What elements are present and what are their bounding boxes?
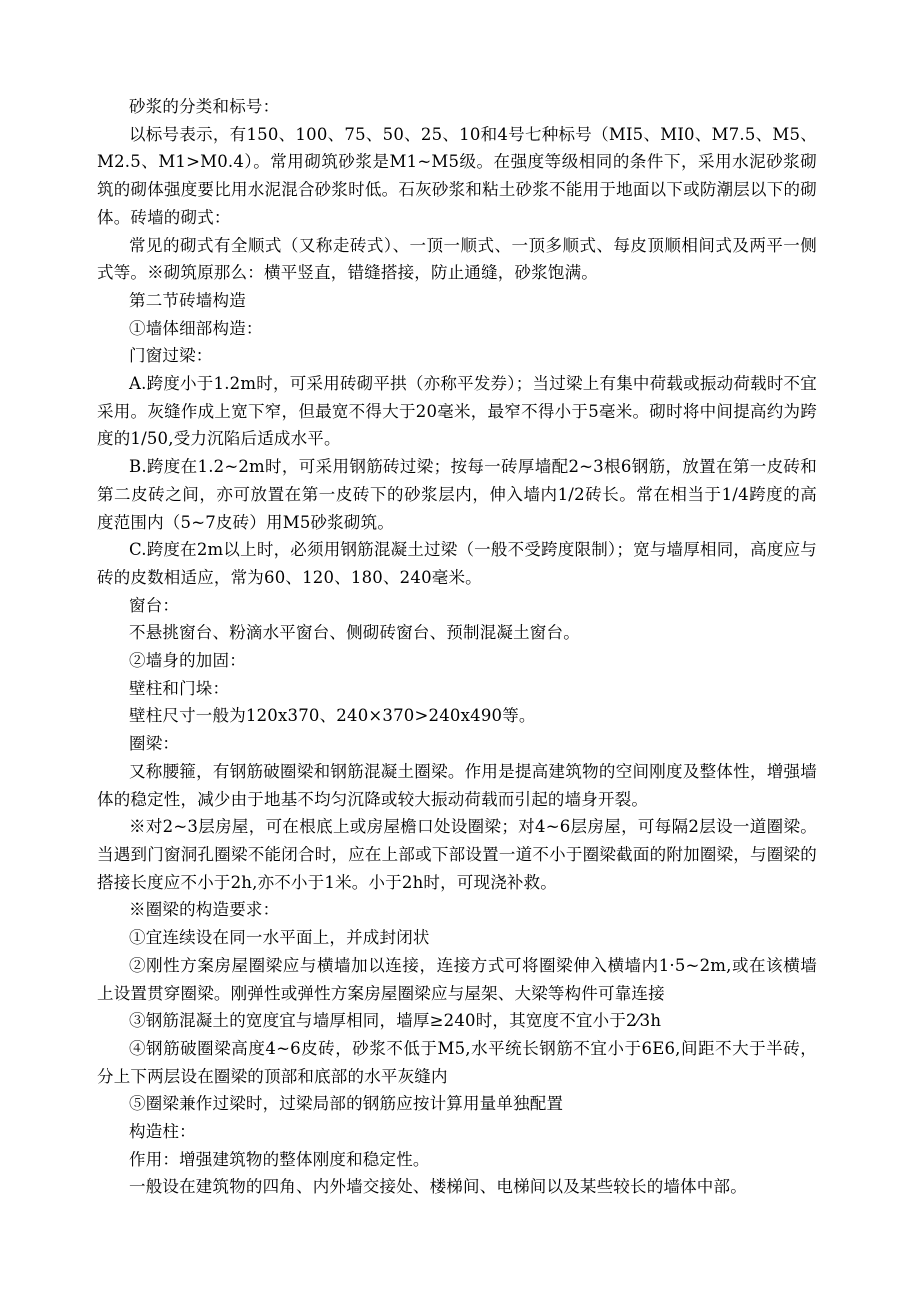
paragraph-bond-patterns: 常见的砌式有全顺式（又称走砖式）、一顶一顺式、一顶多顺式、每皮顶顺相间式及两平一侧式等。※砌筑原那么：横平竖直，错缝搭接，防止通缝，砂浆饱满。: [97, 235, 817, 283]
paragraph-lintel-c: C.跨度在2m以上时，必须用钢筋混凝土过梁（一般不受跨度限制）；宽与墙厚相同，高度应与砖的皮数相适应，常为60、120、180、240毫米。: [97, 540, 817, 587]
subheading-structural-column: 构造柱：: [129, 1122, 196, 1142]
paragraph-column-purpose: 作用：增强建筑物的整体刚度和稳定性。: [129, 1149, 430, 1169]
subheading-lintels: 门窗过梁：: [129, 346, 213, 366]
paragraph-window-sill-types: 不悬挑窗台、粉滴水平窗台、侧砌砖窗台、预制混凝土窗台。: [129, 623, 580, 643]
paragraph-ring-beam-placement: ※对2~3层房屋，可在根底上或房屋檐口处设圈梁；对4~6层房屋，可每隔2层设一道圈梁。当遇到门窗洞孔圈梁不能闭合时，应在上部或下部设置一道不小于圈梁截面的附加圈梁，与圈梁的搭接长度应不小于2h,亦不小于1米。小于2h时，可现浇补救。: [97, 817, 817, 892]
requirement-item-3: ③钢筋混凝土的宽度宜与墙厚相同，墙厚≥240时，其宽度不宜小于2⁄3h: [129, 1011, 662, 1031]
subheading-window-sill: 窗台：: [129, 595, 180, 615]
subheading-wall-reinforcement: ②墙身的加固：: [129, 651, 246, 671]
paragraph-mortar-grades: 以标号表示，有150、100、75、50、25、10和4号七种标号（MI5、MI0、M7.5、M5、M2.5、M1>M0.4）。常用砌筑砂浆是M1~M5级。在强度等级相同的条件下，采用水泥砂浆砌筑的砌体强度要比用水泥混合砂浆时低。石灰砂浆和粘土砂浆不能用于地面以下或防潮层以下的砌体。砖墙的砌式：: [97, 124, 817, 227]
requirement-item-4: ④钢筋破圈梁高度4~6皮砖，砂浆不低于M5,水平统长钢筋不宜小于6E6,间距不大于半砖，分上下两层设在圈梁的顶部和底部的水平灰缝内: [97, 1038, 817, 1086]
section-heading-brick-wall: 第二节砖墙构造: [129, 290, 246, 310]
subheading-ring-beam-requirements: ※圈梁的构造要求：: [129, 900, 280, 920]
paragraph-mortar-heading: 砂浆的分类和标号：: [129, 97, 280, 116]
paragraph-ring-beam-purpose: 又称腰箍，有钢筋破圈梁和钢筋混凝土圈梁。作用是提高建筑物的空间刚度及整体性，增强墙体的稳定性，减少由于地基不均匀沉降或较大振动荷载而引起的墙身开裂。: [97, 761, 817, 809]
paragraph-column-location: 一般设在建筑物的四角、内外墙交接处、楼梯间、电梯间以及某些较长的墙体中部。: [129, 1177, 747, 1197]
paragraph-lintel-b: B.跨度在1.2~2m时，可采用钢筋砖过梁；按每一砖厚墙配2~3根6钢筋，放置在第一皮砖和第二皮砖之间，亦可放置在第一皮砖下的砂浆层内，伸入墙内1/2砖长。常在相当于1/4跨度的高度范围内（5~7皮砖）用M5砂浆砌筑。: [97, 457, 817, 532]
subheading-wall-details: ①墙体细部构造：: [129, 318, 263, 338]
subheading-ring-beam: 圈梁：: [129, 734, 180, 754]
requirement-item-2: ②刚性方案房屋圈梁应与横墙加以连接，连接方式可将圈梁伸入横墙内1·5~2m,或在该横墙上设置贯穿圈梁。刚弹性或弹性方案房屋圈梁应与屋架、大梁等构件可靠连接: [97, 955, 817, 1003]
requirement-item-5: ⑤圈梁兼作过梁时，过梁局部的钢筋应按计算用量单独配置: [129, 1094, 564, 1114]
document-body: [97, 93, 817, 1201]
requirement-item-1: ①宜连续设在同一水平面上，并成封闭状: [129, 928, 430, 948]
paragraph-lintel-a: A.跨度小于1.2m时，可采用砖砌平拱（亦称平发券）；当过梁上有集中荷载或振动荷载时不宜采用。灰缝作成上宽下窄，但最宽不得大于20毫米，最窄不得小于5毫米。砌时将中间提高约为跨度的1/50,受力沉陷后适成水平。: [97, 374, 817, 449]
paragraph-pilaster-sizes: 壁柱尺寸一般为120x370、240×370>240x490等。: [129, 706, 536, 726]
subheading-pilasters: 壁柱和门垛：: [129, 678, 230, 698]
